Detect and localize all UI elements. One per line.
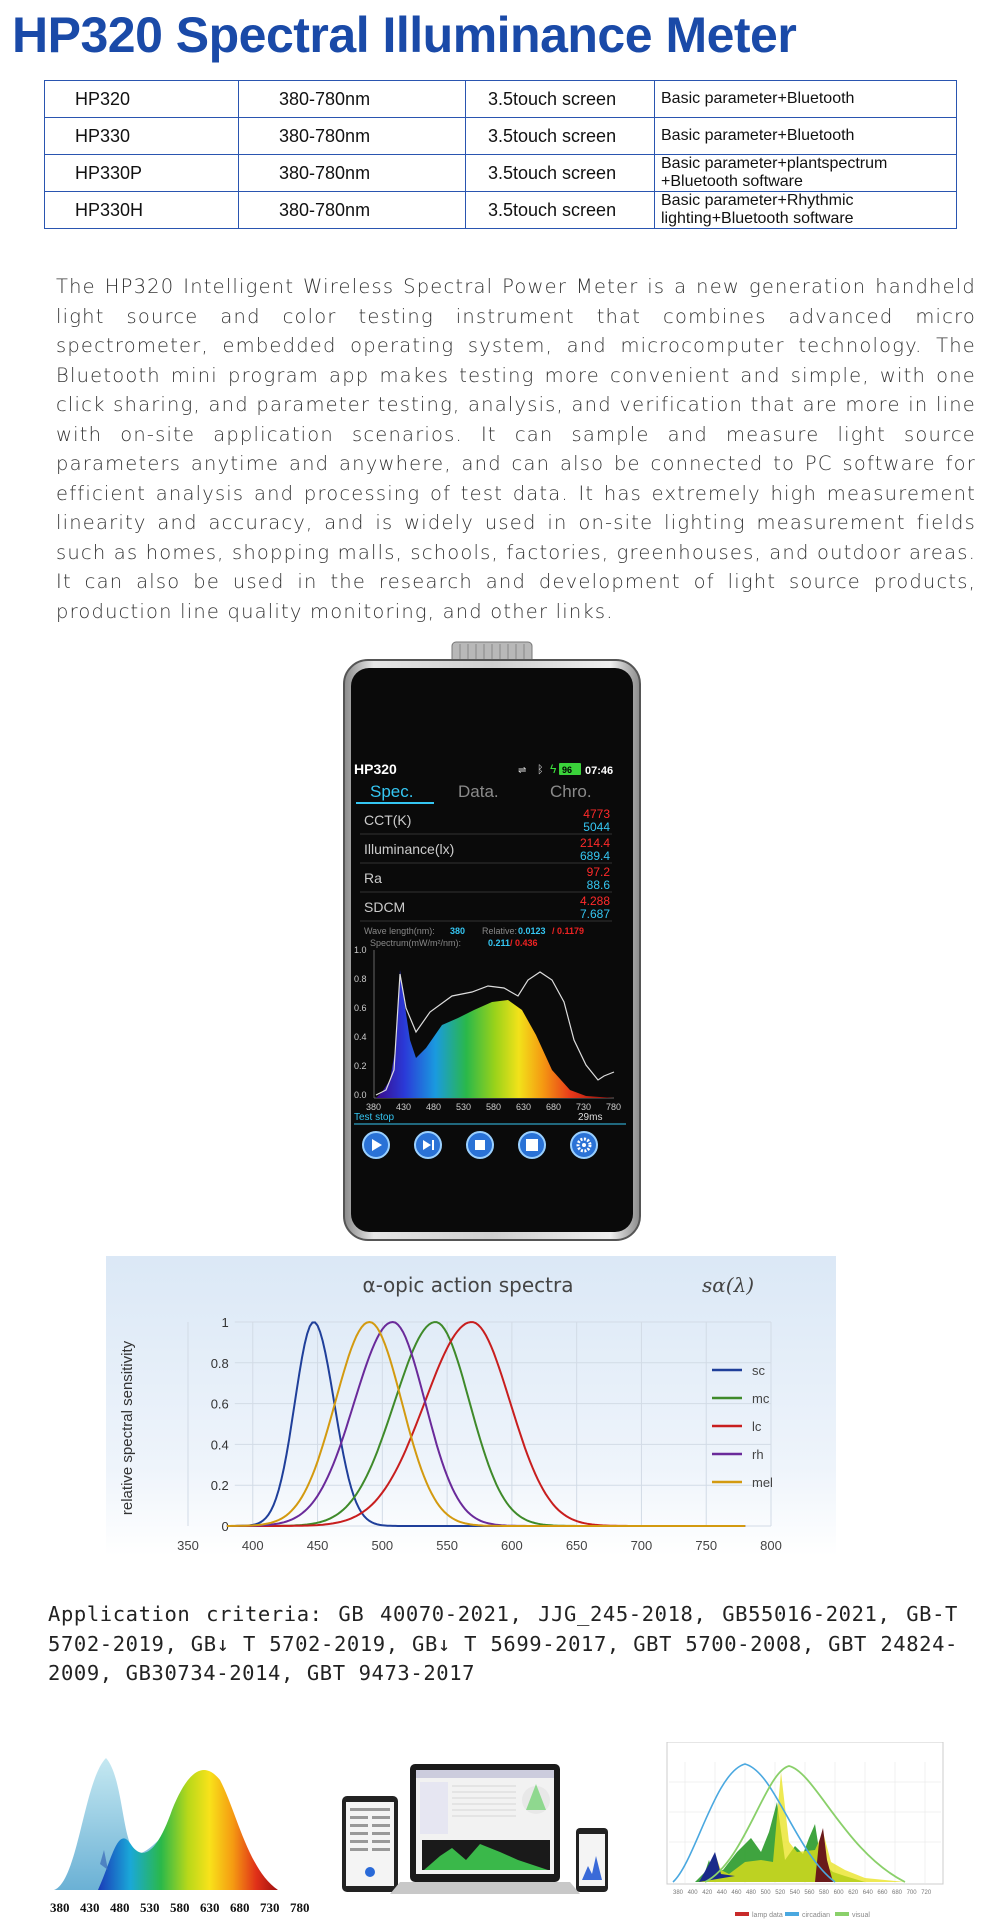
device-y-tick: 0.8 (354, 974, 367, 984)
chart-y-tick: 0 (221, 1519, 229, 1534)
thumb3-x-tick: 400 (687, 1890, 698, 1896)
device-image (342, 640, 642, 1242)
screen-param-label: SDCM (364, 899, 406, 915)
screen-param-value-2: 7.687 (579, 907, 610, 921)
thumb3-x-tick: 540 (789, 1890, 800, 1896)
screen-param-value-1: 4773 (583, 807, 610, 821)
chart-y-tick: 1 (221, 1315, 229, 1330)
model-cell-range: 380-780nm (239, 192, 466, 229)
spectrum-value-2: / 0.436 (510, 938, 538, 948)
legend-label-sc: sc (752, 1363, 765, 1378)
model-table (44, 80, 957, 229)
software-devices-image (340, 1760, 610, 1920)
device-y-tick: 0.2 (354, 1061, 367, 1071)
thumb3-x-tick: 520 (775, 1890, 786, 1896)
status-left: Test stop (354, 1112, 395, 1123)
model-row (45, 118, 957, 155)
chart-x-tick: 700 (630, 1538, 653, 1553)
screen-param-label: Ra (364, 870, 382, 886)
legend-label-lc: lc (752, 1419, 762, 1434)
bluetooth-icon: ᛒ (537, 764, 544, 776)
spectrum-thumbnail (48, 1750, 328, 1920)
alpha-opic-chart (106, 1256, 836, 1556)
thumb3-legend-swatch (735, 1912, 749, 1916)
relative-value-1: 0.0123 (518, 926, 546, 936)
thumb3-x-tick: 380 (673, 1890, 684, 1896)
thumb3-x-tick: 600 (833, 1890, 844, 1896)
device-y-tick: 0.4 (354, 1032, 367, 1042)
thumb3-legend-label: visual (852, 1912, 870, 1919)
chart-x-tick: 550 (436, 1538, 458, 1553)
screen-param-value-2: 5044 (583, 820, 610, 834)
chart-x-tick: 650 (565, 1538, 588, 1553)
chart-x-tick: 450 (306, 1538, 329, 1553)
model-cell-features: Basic parameter+Bluetooth (655, 81, 957, 118)
spectrum-label: Spectrum(mW/m²/nm): (370, 938, 461, 948)
thumb-x-tick: 430 (80, 1900, 100, 1915)
gear-button[interactable] (571, 1132, 597, 1158)
chart-y-tick: 0.8 (210, 1355, 229, 1371)
thumb3-x-tick: 640 (862, 1890, 873, 1896)
device-x-tick: 480 (426, 1102, 442, 1112)
legend-label-mc: mc (752, 1391, 770, 1406)
thumb3-x-tick: 460 (731, 1890, 742, 1896)
model-cell-model: HP330H (45, 192, 239, 229)
thumb3-legend-swatch (835, 1912, 849, 1916)
model-row (45, 155, 957, 192)
chart-ylabel: relative spectral sensitivity (119, 1340, 136, 1516)
device-x-tick: 680 (546, 1102, 562, 1112)
thumb-x-tick: 780 (290, 1900, 310, 1915)
chart-x-tick: 400 (241, 1538, 264, 1553)
model-cell-features: Basic parameter+Rhythmic lighting+Bluetooth software (655, 192, 957, 229)
model-cell-range: 380-780nm (239, 155, 466, 192)
application-criteria: Application criteria: GB 40070-2021, JJG_245-2018, GB55016-2021, GB-T 5702-2019, GB↓ T 5702-2019, GB↓ T 5699-2017, GBT 5700-2008, GBT 24824-2009, GB30734-2014, GBT 9473-2017 (48, 1602, 958, 1685)
chart-x-tick: 600 (501, 1538, 523, 1553)
save-icon (526, 1139, 538, 1151)
thumb3-x-tick: 680 (892, 1890, 903, 1896)
screen-param-value-1: 97.2 (586, 865, 610, 879)
thumb-x-tick: 730 (260, 1900, 280, 1915)
chart-y-tick: 0.4 (210, 1437, 229, 1453)
chart-formula: sα(λ) (702, 1273, 755, 1297)
thumb3-x-tick: 660 (877, 1890, 888, 1896)
save-button[interactable] (519, 1132, 545, 1158)
thumb3-legend-label: lamp data (752, 1912, 783, 1919)
chart-y-tick: 0.6 (210, 1396, 229, 1412)
thumb3-x-tick: 440 (716, 1890, 727, 1896)
spectrum-value-1: 0.211 (488, 938, 511, 948)
model-cell-model: HP330 (45, 118, 239, 155)
device-x-tick: 780 (606, 1102, 622, 1112)
stop-button[interactable] (467, 1132, 493, 1158)
chart-x-tick: 750 (695, 1538, 718, 1553)
step-button[interactable] (415, 1132, 441, 1158)
chart-x-tick: 350 (177, 1538, 199, 1553)
thumb3-x-tick: 500 (760, 1890, 771, 1896)
usb-icon: ⇌ (518, 765, 527, 776)
status-right: 29ms (578, 1112, 603, 1123)
wave-length-label: Wave length(nm): (364, 926, 435, 936)
model-cell-features: Basic parameter+plantspectrum +Bluetooth software (655, 155, 957, 192)
model-cell-model: HP320 (45, 81, 239, 118)
play-button[interactable] (363, 1132, 389, 1158)
thumb3-legend-label: circadian (802, 1912, 831, 1919)
thumb-x-tick: 480 (110, 1900, 130, 1915)
screen-param-value-2: 689.4 (579, 849, 610, 863)
device-x-tick: 530 (456, 1102, 472, 1112)
model-cell-screen: 3.5touch screen (466, 192, 655, 229)
tab-spec[interactable]: Spec. (370, 782, 414, 801)
device-x-tick: 580 (486, 1102, 502, 1112)
model-cell-range: 380-780nm (239, 118, 466, 155)
thumb-x-tick: 380 (50, 1900, 70, 1915)
thumb3-x-tick: 420 (702, 1890, 713, 1896)
svg-text:Wave length(nm): (364, 926, 435, 936)
thumb-x-tick: 530 (140, 1900, 160, 1915)
screen-time: 07:46 (585, 765, 614, 777)
device-y-tick: 0.6 (354, 1003, 367, 1013)
thumb3-x-tick: 700 (906, 1890, 917, 1896)
tab-data[interactable]: Data. (458, 782, 499, 801)
thumb-x-tick: 630 (200, 1900, 220, 1915)
legend-label-mel: mel (752, 1475, 773, 1490)
device-x-tick: 730 (576, 1102, 592, 1112)
screen-param-label: Illuminance(lx) (364, 841, 455, 857)
stop-icon (475, 1140, 485, 1150)
charging-icon: ϟ (550, 762, 557, 776)
screen-param-value-2: 88.6 (586, 878, 610, 892)
screen-param-value-1: 4.288 (579, 894, 610, 908)
model-cell-features: Basic parameter+Bluetooth (655, 118, 957, 155)
tab-chro[interactable]: Chro. (550, 782, 592, 801)
thumb3-x-tick: 720 (921, 1890, 932, 1896)
page-title: HP320 Spectral Illuminance Meter (12, 7, 797, 63)
model-row (45, 81, 957, 118)
model-cell-screen: 3.5touch screen (466, 155, 655, 192)
thumb3-x-tick: 620 (848, 1890, 859, 1896)
model-cell-screen: 3.5touch screen (466, 81, 655, 118)
thumb3-x-tick: 560 (804, 1890, 815, 1896)
wave-length-value: 380 (450, 926, 466, 936)
screen-model: HP320 (354, 761, 397, 777)
model-cell-screen: 3.5touch screen (466, 118, 655, 155)
product-description: The HP320 Intelligent Wireless Spectral Power Meter is a new generation handheld light source and color testing instrument that combines advanced micro spectrometer, embedded operating system, and microcomputer technology. The Bluetooth mini program app makes testing more convenient and simple, with one click sharing, and parameter testing, analysis, and verification that are more in line with on-site application scenarios. It can sample and measure light source parameters anytime and anywhere, and can also be connected to PC software for efficient analysis and processing of test data. It has extremely high measurement linearity and accuracy, and is widely used in on-site lighting measurement fields such as homes, shopping malls, schools, factories, greenhouses, and outdoor areas. It can also be used in the research and development of light source products, production line quality monitoring, and other links. (56, 275, 976, 623)
chart-x-tick: 800 (760, 1538, 782, 1553)
device-y-tick: 0.0 (354, 1090, 367, 1100)
device-x-tick: 630 (516, 1102, 532, 1112)
thumb3-legend-swatch (785, 1912, 799, 1916)
legend-label-rh: rh (752, 1447, 764, 1462)
device-x-tick: 380 (366, 1102, 382, 1112)
relative-label: Relative: (482, 926, 518, 936)
screen-param-value-1: 214.4 (579, 836, 610, 850)
thumb3-x-tick: 480 (746, 1890, 757, 1896)
chart-title: α-opic action spectra (362, 1273, 574, 1297)
battery-level: 96 (562, 765, 573, 775)
thumb-x-tick: 680 (230, 1900, 250, 1915)
chart-x-tick: 500 (371, 1538, 394, 1553)
thumb-x-tick: 580 (170, 1900, 190, 1915)
chart-y-tick: 0.2 (210, 1478, 229, 1494)
model-cell-range: 380-780nm (239, 81, 466, 118)
model-row (45, 192, 957, 229)
device-x-tick: 430 (396, 1102, 412, 1112)
device-y-tick: 1.0 (354, 945, 367, 955)
relative-value-2: / 0.1179 (552, 926, 585, 936)
model-cell-model: HP330P (45, 155, 239, 192)
thumb3-x-tick: 580 (819, 1890, 830, 1896)
circadian-visual-thumbnail (665, 1742, 945, 1920)
screen-param-label: CCT(K) (364, 812, 412, 828)
